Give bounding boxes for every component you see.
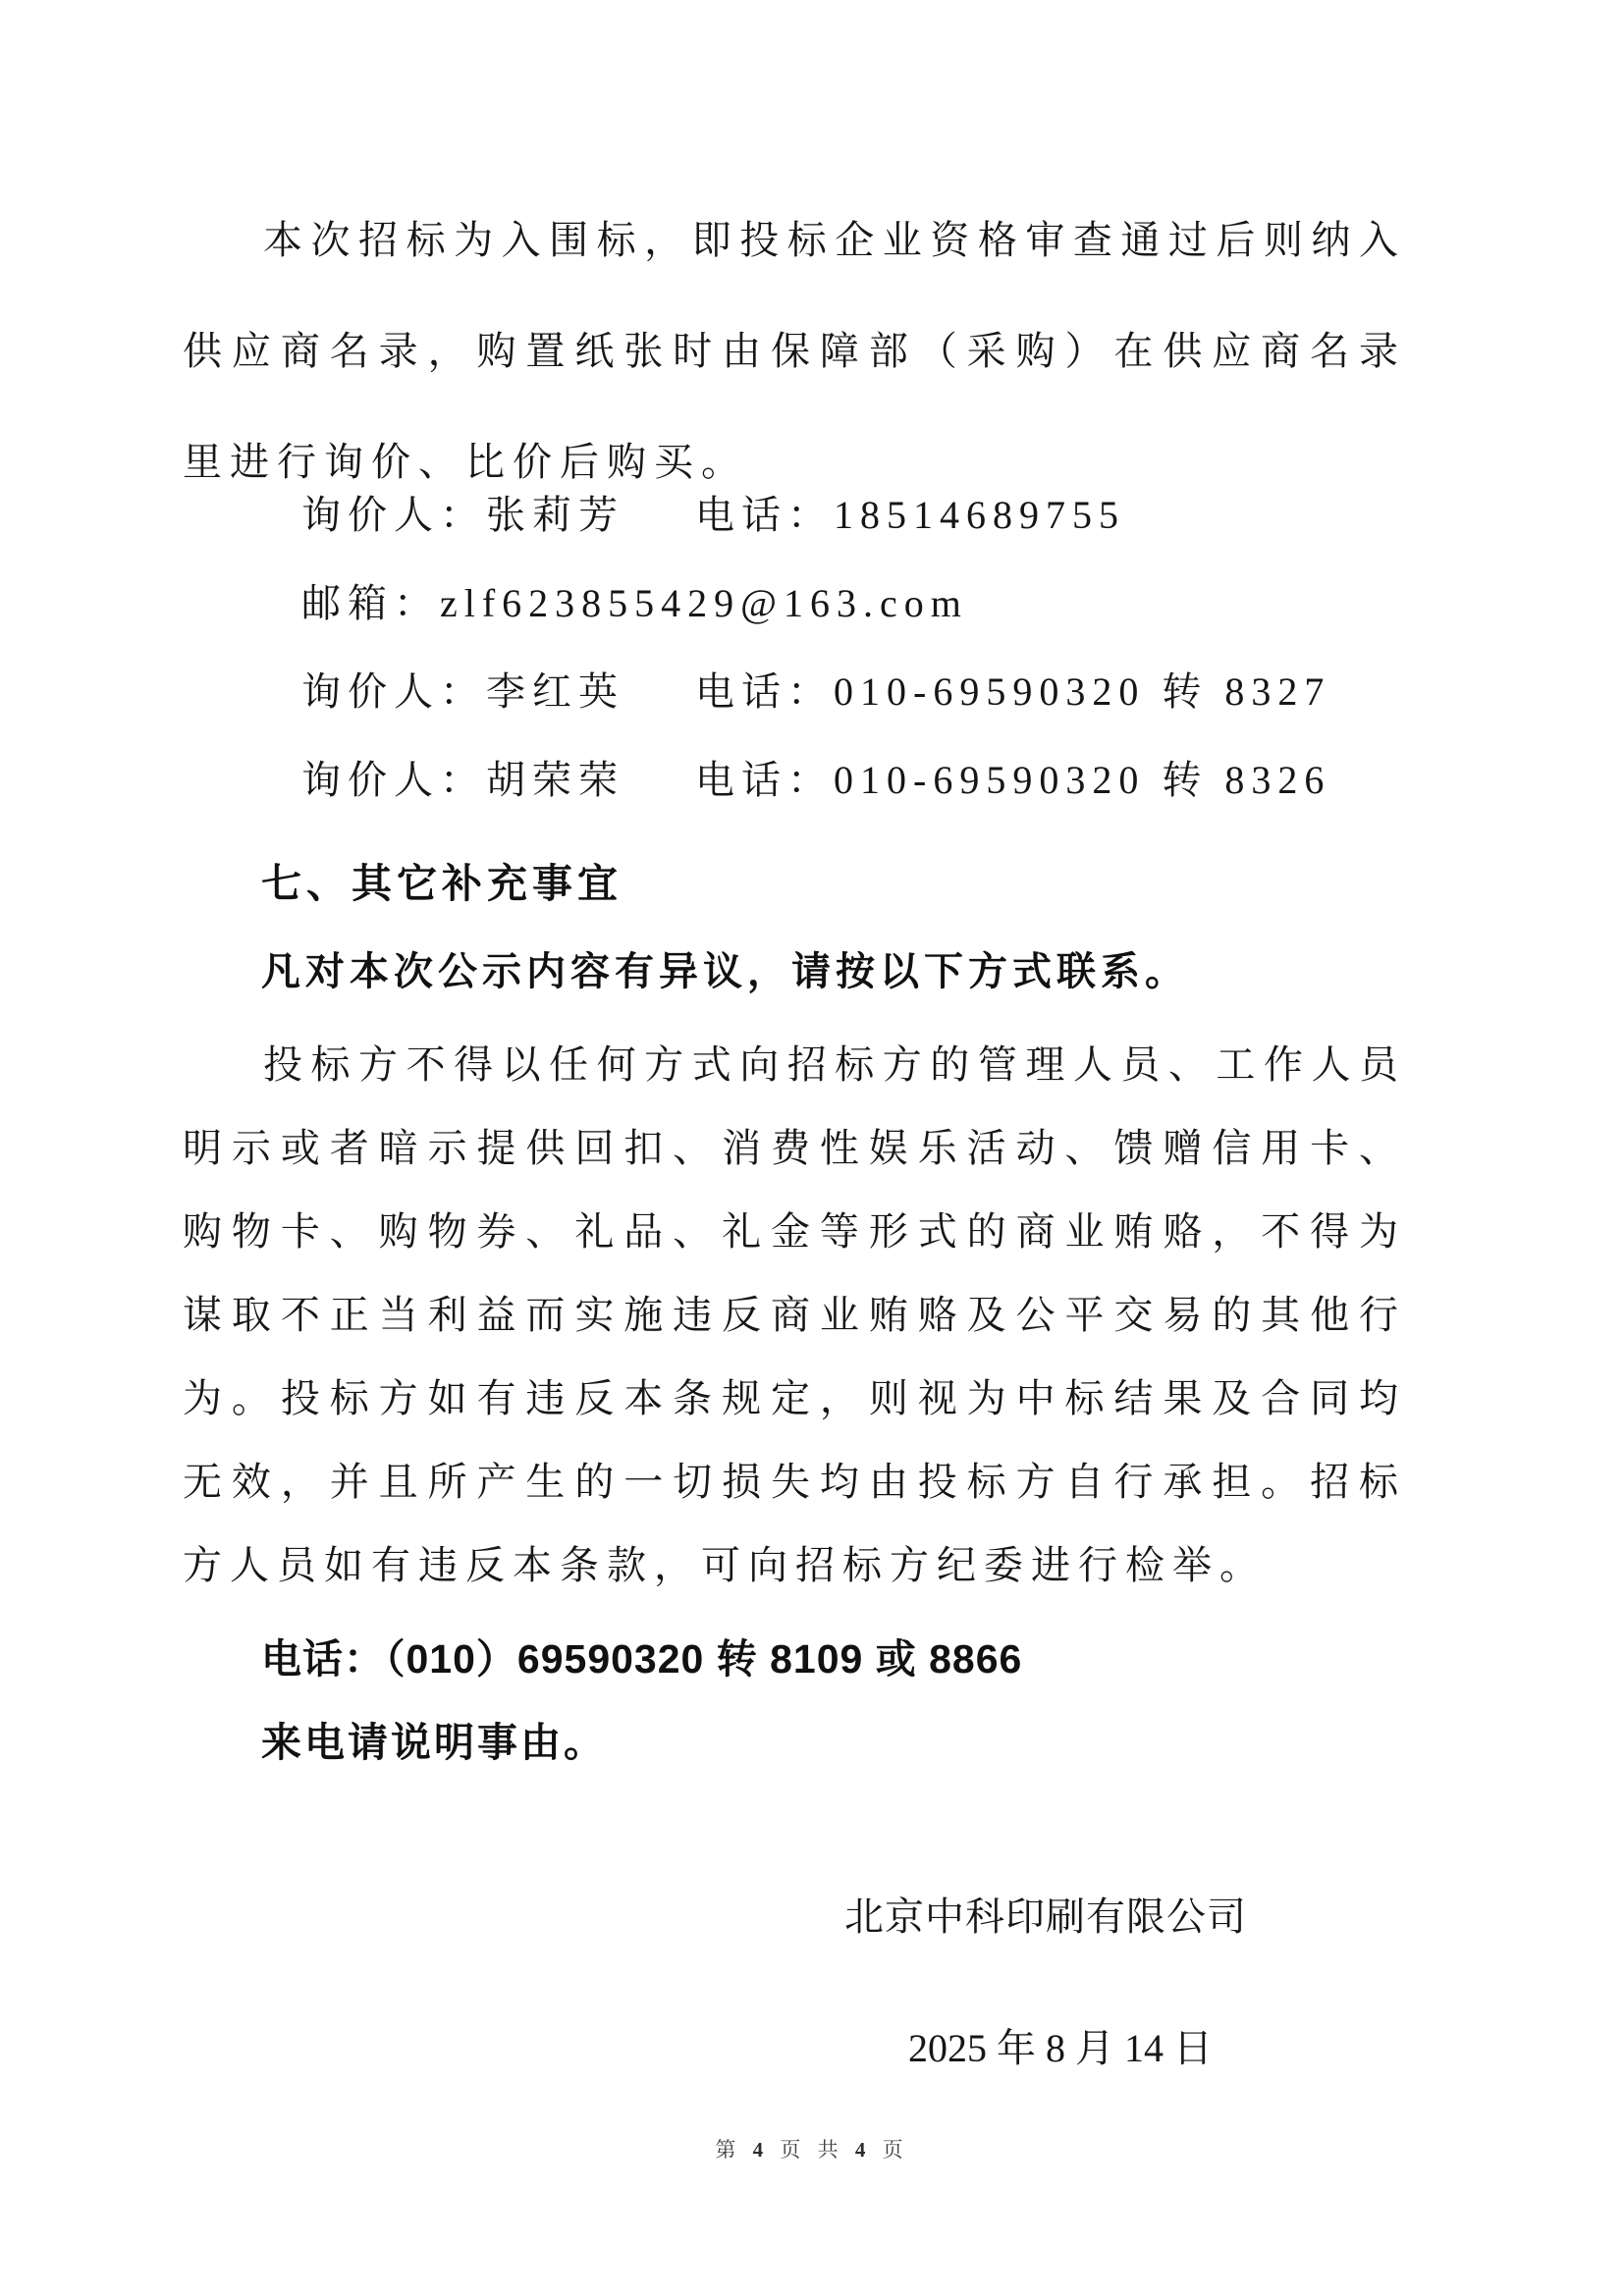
inquiry-name-li: 询价人：李红英 <box>301 669 624 714</box>
section-heading: 七、其它补充事宜 <box>261 861 623 906</box>
footer-prefix: 第 <box>715 2138 753 2162</box>
signature-date: 2025 年 8 月 14 日 <box>908 2026 1213 2070</box>
company-signature: 北京中科印刷有限公司 <box>844 1895 1247 1939</box>
footer-suffix: 页 <box>871 2138 909 2162</box>
total-pages: 4 <box>854 2138 872 2162</box>
inquiry-line-li <box>301 648 1330 736</box>
footer-mid: 页 共 <box>769 2138 855 2162</box>
objection-notice: 凡对本次公示内容有异议，请按以下方式联系。 <box>261 950 1189 993</box>
page-number: 4 <box>752 2138 770 2162</box>
anti-bribery-paragraph: 投标方不得以任何方式向招标方的管理人员、工作人员明示或者暗示提供回扣、消费性娱乐活动、馈赠信用卡、购物卡、购物券、礼品、礼金等形式的商业贿赂，不得为谋取不正当利益而实施违反商业贿赂及公平交易的其他行为。投标方如有违反本条规定，则视为中标结果及合同均无效，并且所产生的一切损失均由投标方自行承担。招标方人员如有违反本条款，可向招标方纪委进行检举。 <box>183 1042 1406 1587</box>
inquiry-line-zhang <box>301 471 1330 560</box>
inquiry-name-hu: 询价人：胡荣荣 <box>301 758 624 802</box>
inquiry-line-hu <box>301 736 1330 825</box>
inquiry-phone-li: 电话：010-69590320 转 8327 <box>695 669 1331 714</box>
contact-list <box>301 471 1330 825</box>
inquiry-phone-zhang: 电话：18514689755 <box>695 493 1125 537</box>
hotline-line: 电话：（010）69590320 转 8109 或 8866 <box>261 1636 1023 1682</box>
page-footer <box>0 2136 1624 2163</box>
opening-paragraph: 本次招标为入围标，即投标企业资格审查通过后则纳入供应商名录，购置纸张时由保障部（采购）在供应商名录里进行询价、比价后购买。 <box>183 218 1406 484</box>
email-value: 邮箱：zlf623855429@163.com <box>301 581 968 625</box>
inquiry-name-zhang: 询价人：张莉芳 <box>301 493 624 537</box>
inquiry-phone-hu: 电话：010-69590320 转 8326 <box>695 758 1331 802</box>
hotline-note: 来电请说明事由。 <box>261 1720 607 1765</box>
email-line <box>301 560 1330 648</box>
